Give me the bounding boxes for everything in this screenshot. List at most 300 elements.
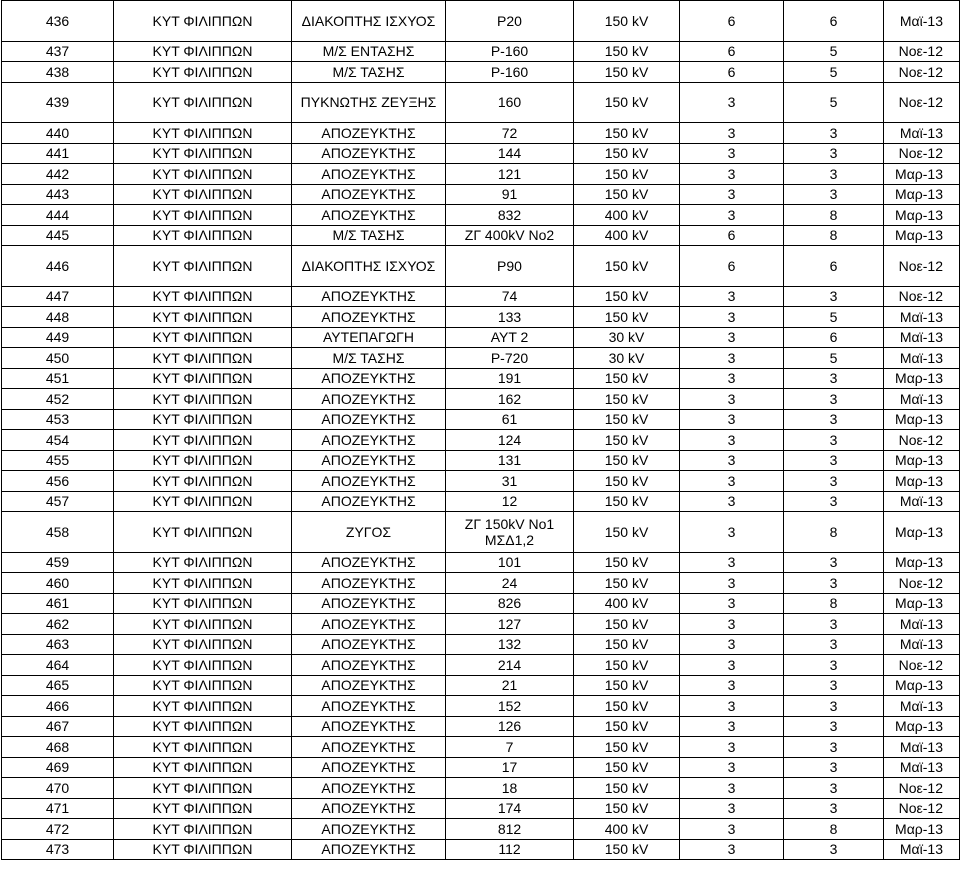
equipment-type-cell: ΑΠΟΖΕΥΚΤΗΣ	[292, 164, 446, 185]
equipment-id-cell: 160	[446, 82, 574, 123]
substation-cell: ΚΥΤ ΦΙΛΙΠΠΩΝ	[114, 368, 292, 389]
substation-cell: ΚΥΤ ΦΙΛΙΠΠΩΝ	[114, 696, 292, 717]
voltage-cell: 400 kV	[574, 205, 680, 226]
substation-cell: ΚΥΤ ΦΙΛΙΠΠΩΝ	[114, 41, 292, 62]
voltage-cell: 150 kV	[574, 286, 680, 307]
value-a-cell: 6	[680, 62, 784, 83]
table-row	[2, 246, 960, 287]
voltage-cell: 150 kV	[574, 164, 680, 185]
value-b-cell: 3	[784, 573, 884, 594]
voltage-cell: 150 kV	[574, 696, 680, 717]
equipment-type-cell: ΑΠΟΖΕΥΚΤΗΣ	[292, 757, 446, 778]
value-a-cell: 3	[680, 184, 784, 205]
equipment-type-cell: ΖΥΓΟΣ	[292, 512, 446, 553]
equipment-type-cell: ΑΠΟΖΕΥΚΤΗΣ	[292, 491, 446, 512]
substation-cell: ΚΥΤ ΦΙΛΙΠΠΩΝ	[114, 614, 292, 635]
value-b-cell: 8	[784, 593, 884, 614]
equipment-type-cell: ΠΥΚΝΩΤΗΣ ΖΕΥΞΗΣ	[292, 82, 446, 123]
equipment-id-cell: P20	[446, 1, 574, 42]
value-b-cell: 3	[784, 164, 884, 185]
value-b-cell: 3	[784, 184, 884, 205]
table-row	[2, 409, 960, 430]
table-body	[2, 1, 960, 860]
equipment-type-cell: ΑΠΟΖΕΥΚΤΗΣ	[292, 471, 446, 492]
substation-cell: ΚΥΤ ΦΙΛΙΠΠΩΝ	[114, 143, 292, 164]
row-number-cell: 442	[2, 164, 114, 185]
value-a-cell: 3	[680, 164, 784, 185]
date-cell: Μαϊ-13	[884, 327, 960, 348]
equipment-type-cell: ΔΙΑΚΟΠΤΗΣ ΙΣΧΥΟΣ	[292, 246, 446, 287]
value-a-cell: 3	[680, 205, 784, 226]
equipment-id-cell: 162	[446, 389, 574, 410]
voltage-cell: 150 kV	[574, 409, 680, 430]
equipment-type-cell: ΑΠΟΖΕΥΚΤΗΣ	[292, 430, 446, 451]
equipment-id-cell: 131	[446, 450, 574, 471]
equipment-id-cell: 72	[446, 123, 574, 144]
equipment-id-cell: 112	[446, 839, 574, 860]
date-cell: Μαϊ-13	[884, 348, 960, 369]
value-b-cell: 3	[784, 409, 884, 430]
voltage-cell: 150 kV	[574, 491, 680, 512]
substation-cell: ΚΥΤ ΦΙΛΙΠΠΩΝ	[114, 512, 292, 553]
row-number-cell: 458	[2, 512, 114, 553]
value-a-cell: 3	[680, 307, 784, 328]
value-a-cell: 3	[680, 839, 784, 860]
date-cell: Μαρ-13	[884, 552, 960, 573]
date-cell: Νοε-12	[884, 143, 960, 164]
equipment-type-cell: ΑΠΟΖΕΥΚΤΗΣ	[292, 655, 446, 676]
row-number-cell: 466	[2, 696, 114, 717]
value-b-cell: 3	[784, 450, 884, 471]
equipment-type-cell: ΑΠΟΖΕΥΚΤΗΣ	[292, 368, 446, 389]
date-cell: Μαϊ-13	[884, 307, 960, 328]
voltage-cell: 150 kV	[574, 655, 680, 676]
value-b-cell: 5	[784, 82, 884, 123]
equipment-type-cell: ΑΠΟΖΕΥΚΤΗΣ	[292, 573, 446, 594]
voltage-cell: 150 kV	[574, 62, 680, 83]
row-number-cell: 441	[2, 143, 114, 164]
value-a-cell: 3	[680, 716, 784, 737]
equipment-type-cell: ΑΠΟΖΕΥΚΤΗΣ	[292, 123, 446, 144]
value-a-cell: 3	[680, 368, 784, 389]
date-cell: Μαρ-13	[884, 205, 960, 226]
value-a-cell: 3	[680, 348, 784, 369]
voltage-cell: 400 kV	[574, 593, 680, 614]
equipment-id-cell: 826	[446, 593, 574, 614]
value-b-cell: 3	[784, 737, 884, 758]
table-row	[2, 123, 960, 144]
table-row	[2, 62, 960, 83]
voltage-cell: 150 kV	[574, 634, 680, 655]
voltage-cell: 400 kV	[574, 225, 680, 246]
row-number-cell: 471	[2, 798, 114, 819]
value-a-cell: 3	[680, 675, 784, 696]
substation-cell: ΚΥΤ ΦΙΛΙΠΠΩΝ	[114, 573, 292, 594]
equipment-id-cell: 17	[446, 757, 574, 778]
equipment-type-cell: ΑΠΟΖΕΥΚΤΗΣ	[292, 839, 446, 860]
value-a-cell: 3	[680, 798, 784, 819]
table-row	[2, 205, 960, 226]
date-cell: Μαϊ-13	[884, 757, 960, 778]
value-b-cell: 8	[784, 819, 884, 840]
equipment-id-cell: 24	[446, 573, 574, 594]
value-a-cell: 3	[680, 491, 784, 512]
substation-cell: ΚΥΤ ΦΙΛΙΠΠΩΝ	[114, 737, 292, 758]
voltage-cell: 150 kV	[574, 716, 680, 737]
value-b-cell: 3	[784, 696, 884, 717]
date-cell: Μαρ-13	[884, 368, 960, 389]
substation-cell: ΚΥΤ ΦΙΛΙΠΠΩΝ	[114, 82, 292, 123]
table-row	[2, 184, 960, 205]
substation-cell: ΚΥΤ ΦΙΛΙΠΠΩΝ	[114, 593, 292, 614]
row-number-cell: 445	[2, 225, 114, 246]
date-cell: Νοε-12	[884, 62, 960, 83]
voltage-cell: 30 kV	[574, 348, 680, 369]
substation-cell: ΚΥΤ ΦΙΛΙΠΠΩΝ	[114, 205, 292, 226]
table-row	[2, 430, 960, 451]
date-cell: Μαϊ-13	[884, 839, 960, 860]
equipment-type-cell: Μ/Σ ΕΝΤΑΣΗΣ	[292, 41, 446, 62]
table-row	[2, 593, 960, 614]
substation-cell: ΚΥΤ ΦΙΛΙΠΠΩΝ	[114, 286, 292, 307]
table-row	[2, 757, 960, 778]
value-a-cell: 3	[680, 634, 784, 655]
value-b-cell: 3	[784, 368, 884, 389]
equipment-id-cell: 31	[446, 471, 574, 492]
value-a-cell: 3	[680, 286, 784, 307]
value-a-cell: 3	[680, 757, 784, 778]
equipment-id-cell: 101	[446, 552, 574, 573]
row-number-cell: 463	[2, 634, 114, 655]
value-a-cell: 3	[680, 450, 784, 471]
equipment-type-cell: ΑΠΟΖΕΥΚΤΗΣ	[292, 696, 446, 717]
date-cell: Μαρ-13	[884, 450, 960, 471]
value-a-cell: 3	[680, 573, 784, 594]
table-row	[2, 225, 960, 246]
voltage-cell: 150 kV	[574, 143, 680, 164]
equipment-type-cell: ΑΠΟΖΕΥΚΤΗΣ	[292, 737, 446, 758]
value-a-cell: 3	[680, 696, 784, 717]
equipment-type-cell: ΑΠΟΖΕΥΚΤΗΣ	[292, 593, 446, 614]
row-number-cell: 436	[2, 1, 114, 42]
value-b-cell: 3	[784, 778, 884, 799]
date-cell: Μαϊ-13	[884, 696, 960, 717]
voltage-cell: 150 kV	[574, 123, 680, 144]
table-row	[2, 389, 960, 410]
equipment-id-cell: 812	[446, 819, 574, 840]
value-a-cell: 3	[680, 819, 784, 840]
date-cell: Νοε-12	[884, 430, 960, 451]
date-cell: Μαρ-13	[884, 819, 960, 840]
value-b-cell: 3	[784, 471, 884, 492]
value-b-cell: 3	[784, 757, 884, 778]
equipment-id-cell: 121	[446, 164, 574, 185]
row-number-cell: 467	[2, 716, 114, 737]
row-number-cell: 440	[2, 123, 114, 144]
table-row	[2, 450, 960, 471]
table-row	[2, 819, 960, 840]
row-number-cell: 472	[2, 819, 114, 840]
value-b-cell: 6	[784, 327, 884, 348]
voltage-cell: 150 kV	[574, 307, 680, 328]
value-a-cell: 6	[680, 225, 784, 246]
row-number-cell: 465	[2, 675, 114, 696]
equipment-id-cell: P-160	[446, 41, 574, 62]
voltage-cell: 150 kV	[574, 614, 680, 635]
equipment-type-cell: ΑΠΟΖΕΥΚΤΗΣ	[292, 143, 446, 164]
value-a-cell: 3	[680, 614, 784, 635]
row-number-cell: 470	[2, 778, 114, 799]
table-row	[2, 512, 960, 553]
value-b-cell: 3	[784, 123, 884, 144]
equipment-id-cell: 7	[446, 737, 574, 758]
substation-cell: ΚΥΤ ΦΙΛΙΠΠΩΝ	[114, 675, 292, 696]
row-number-cell: 461	[2, 593, 114, 614]
table-row	[2, 348, 960, 369]
table-row	[2, 655, 960, 676]
value-a-cell: 3	[680, 778, 784, 799]
substation-cell: ΚΥΤ ΦΙΛΙΠΠΩΝ	[114, 123, 292, 144]
row-number-cell: 439	[2, 82, 114, 123]
value-a-cell: 3	[680, 327, 784, 348]
date-cell: Μαρ-13	[884, 512, 960, 553]
row-number-cell: 473	[2, 839, 114, 860]
equipment-type-cell: ΑΠΟΖΕΥΚΤΗΣ	[292, 634, 446, 655]
row-number-cell: 464	[2, 655, 114, 676]
substation-cell: ΚΥΤ ΦΙΛΙΠΠΩΝ	[114, 757, 292, 778]
date-cell: Μαρ-13	[884, 184, 960, 205]
date-cell: Μαρ-13	[884, 675, 960, 696]
value-b-cell: 5	[784, 307, 884, 328]
value-b-cell: 5	[784, 348, 884, 369]
equipment-type-cell: ΑΠΟΖΕΥΚΤΗΣ	[292, 778, 446, 799]
table-row	[2, 716, 960, 737]
equipment-id-cell: 133	[446, 307, 574, 328]
substation-cell: ΚΥΤ ΦΙΛΙΠΠΩΝ	[114, 246, 292, 287]
row-number-cell: 453	[2, 409, 114, 430]
substation-cell: ΚΥΤ ΦΙΛΙΠΠΩΝ	[114, 491, 292, 512]
date-cell: Μαρ-13	[884, 164, 960, 185]
row-number-cell: 451	[2, 368, 114, 389]
value-a-cell: 3	[680, 512, 784, 553]
equipment-type-cell: ΑΠΟΖΕΥΚΤΗΣ	[292, 205, 446, 226]
equipment-id-cell: 191	[446, 368, 574, 389]
table-row	[2, 552, 960, 573]
equipment-type-cell: ΑΠΟΖΕΥΚΤΗΣ	[292, 552, 446, 573]
row-number-cell: 446	[2, 246, 114, 287]
voltage-cell: 150 kV	[574, 41, 680, 62]
equipment-type-cell: Μ/Σ ΤΑΣΗΣ	[292, 348, 446, 369]
value-a-cell: 3	[680, 471, 784, 492]
row-number-cell: 459	[2, 552, 114, 573]
equipment-id-cell: 18	[446, 778, 574, 799]
table-row	[2, 143, 960, 164]
date-cell: Νοε-12	[884, 798, 960, 819]
row-number-cell: 468	[2, 737, 114, 758]
table-row	[2, 634, 960, 655]
voltage-cell: 150 kV	[574, 246, 680, 287]
value-b-cell: 3	[784, 614, 884, 635]
row-number-cell: 455	[2, 450, 114, 471]
equipment-type-cell: ΑΠΟΖΕΥΚΤΗΣ	[292, 675, 446, 696]
voltage-cell: 150 kV	[574, 778, 680, 799]
substation-cell: ΚΥΤ ΦΙΛΙΠΠΩΝ	[114, 778, 292, 799]
table-row	[2, 307, 960, 328]
voltage-cell: 150 kV	[574, 368, 680, 389]
equipment-type-cell: ΑΠΟΖΕΥΚΤΗΣ	[292, 184, 446, 205]
value-b-cell: 3	[784, 675, 884, 696]
date-cell: Νοε-12	[884, 573, 960, 594]
table-row	[2, 798, 960, 819]
value-b-cell: 3	[784, 430, 884, 451]
date-cell: Νοε-12	[884, 778, 960, 799]
substation-cell: ΚΥΤ ΦΙΛΙΠΠΩΝ	[114, 839, 292, 860]
equipment-type-cell: ΑΠΟΖΕΥΚΤΗΣ	[292, 286, 446, 307]
table-row	[2, 471, 960, 492]
value-a-cell: 3	[680, 409, 784, 430]
value-a-cell: 3	[680, 655, 784, 676]
table-row	[2, 286, 960, 307]
value-b-cell: 6	[784, 246, 884, 287]
value-b-cell: 5	[784, 41, 884, 62]
equipment-type-cell: ΑΥΤΕΠΑΓΩΓΗ	[292, 327, 446, 348]
table-row	[2, 737, 960, 758]
value-b-cell: 5	[784, 62, 884, 83]
table-row	[2, 696, 960, 717]
date-cell: Μαϊ-13	[884, 389, 960, 410]
date-cell: Μαϊ-13	[884, 491, 960, 512]
substation-cell: ΚΥΤ ΦΙΛΙΠΠΩΝ	[114, 409, 292, 430]
substation-cell: ΚΥΤ ΦΙΛΙΠΠΩΝ	[114, 307, 292, 328]
table-row	[2, 368, 960, 389]
date-cell: Μαρ-13	[884, 716, 960, 737]
equipment-id-cell: P90	[446, 246, 574, 287]
equipment-id-cell: P-160	[446, 62, 574, 83]
substation-cell: ΚΥΤ ΦΙΛΙΠΠΩΝ	[114, 348, 292, 369]
voltage-cell: 150 kV	[574, 552, 680, 573]
date-cell: Μαϊ-13	[884, 614, 960, 635]
date-cell: Νοε-12	[884, 41, 960, 62]
value-b-cell: 3	[784, 798, 884, 819]
voltage-cell: 150 kV	[574, 430, 680, 451]
date-cell: Μαρ-13	[884, 225, 960, 246]
voltage-cell: 150 kV	[574, 675, 680, 696]
value-a-cell: 3	[680, 593, 784, 614]
value-a-cell: 3	[680, 737, 784, 758]
equipment-type-cell: ΑΠΟΖΕΥΚΤΗΣ	[292, 798, 446, 819]
substation-cell: ΚΥΤ ΦΙΛΙΠΠΩΝ	[114, 389, 292, 410]
date-cell: Νοε-12	[884, 82, 960, 123]
substation-cell: ΚΥΤ ΦΙΛΙΠΠΩΝ	[114, 62, 292, 83]
table-row	[2, 491, 960, 512]
date-cell: Νοε-12	[884, 655, 960, 676]
date-cell: Νοε-12	[884, 246, 960, 287]
equipment-type-cell: ΑΠΟΖΕΥΚΤΗΣ	[292, 614, 446, 635]
equipment-type-cell: ΑΠΟΖΕΥΚΤΗΣ	[292, 389, 446, 410]
date-cell: Μαρ-13	[884, 593, 960, 614]
equipment-id-cell: 61	[446, 409, 574, 430]
value-a-cell: 3	[680, 389, 784, 410]
equipment-id-cell: 132	[446, 634, 574, 655]
value-a-cell: 6	[680, 1, 784, 42]
table-row	[2, 1, 960, 42]
equipment-id-cell: ΖΓ 400kV Νο2	[446, 225, 574, 246]
table-row	[2, 82, 960, 123]
value-b-cell: 8	[784, 512, 884, 553]
voltage-cell: 150 kV	[574, 573, 680, 594]
value-b-cell: 3	[784, 143, 884, 164]
equipment-id-cell: 126	[446, 716, 574, 737]
substation-cell: ΚΥΤ ΦΙΛΙΠΠΩΝ	[114, 1, 292, 42]
substation-cell: ΚΥΤ ΦΙΛΙΠΠΩΝ	[114, 327, 292, 348]
voltage-cell: 30 kV	[574, 327, 680, 348]
row-number-cell: 444	[2, 205, 114, 226]
value-b-cell: 8	[784, 225, 884, 246]
substation-cell: ΚΥΤ ΦΙΛΙΠΠΩΝ	[114, 430, 292, 451]
equipment-id-cell: 152	[446, 696, 574, 717]
row-number-cell: 449	[2, 327, 114, 348]
voltage-cell: 150 kV	[574, 82, 680, 123]
substation-cell: ΚΥΤ ΦΙΛΙΠΠΩΝ	[114, 798, 292, 819]
table-row	[2, 573, 960, 594]
voltage-cell: 400 kV	[574, 819, 680, 840]
substation-cell: ΚΥΤ ΦΙΛΙΠΠΩΝ	[114, 552, 292, 573]
date-cell: Μαϊ-13	[884, 737, 960, 758]
equipment-id-cell: 74	[446, 286, 574, 307]
row-number-cell: 443	[2, 184, 114, 205]
row-number-cell: 450	[2, 348, 114, 369]
equipment-type-cell: ΑΠΟΖΕΥΚΤΗΣ	[292, 409, 446, 430]
substation-cell: ΚΥΤ ΦΙΛΙΠΠΩΝ	[114, 471, 292, 492]
voltage-cell: 150 kV	[574, 1, 680, 42]
value-a-cell: 3	[680, 143, 784, 164]
table-row	[2, 614, 960, 635]
equipment-id-cell: 174	[446, 798, 574, 819]
value-a-cell: 3	[680, 82, 784, 123]
date-cell: Μαϊ-13	[884, 123, 960, 144]
voltage-cell: 150 kV	[574, 798, 680, 819]
table-row	[2, 675, 960, 696]
substation-cell: ΚΥΤ ΦΙΛΙΠΠΩΝ	[114, 450, 292, 471]
voltage-cell: 150 kV	[574, 512, 680, 553]
value-b-cell: 8	[784, 205, 884, 226]
row-number-cell: 452	[2, 389, 114, 410]
equipment-type-cell: ΑΠΟΖΕΥΚΤΗΣ	[292, 307, 446, 328]
value-b-cell: 3	[784, 839, 884, 860]
table-row	[2, 164, 960, 185]
equipment-id-cell: 124	[446, 430, 574, 451]
table-row	[2, 778, 960, 799]
equipment-id-cell: 832	[446, 205, 574, 226]
row-number-cell: 454	[2, 430, 114, 451]
equipment-id-cell: 12	[446, 491, 574, 512]
row-number-cell: 447	[2, 286, 114, 307]
date-cell: Μαϊ-13	[884, 1, 960, 42]
equipment-id-cell: 214	[446, 655, 574, 676]
voltage-cell: 150 kV	[574, 737, 680, 758]
voltage-cell: 150 kV	[574, 757, 680, 778]
equipment-type-cell: ΔΙΑΚΟΠΤΗΣ ΙΣΧΥΟΣ	[292, 1, 446, 42]
voltage-cell: 150 kV	[574, 389, 680, 410]
equipment-table	[1, 0, 960, 860]
row-number-cell: 462	[2, 614, 114, 635]
equipment-type-cell: Μ/Σ ΤΑΣΗΣ	[292, 225, 446, 246]
substation-cell: ΚΥΤ ΦΙΛΙΠΠΩΝ	[114, 225, 292, 246]
equipment-type-cell: Μ/Σ ΤΑΣΗΣ	[292, 62, 446, 83]
value-b-cell: 3	[784, 389, 884, 410]
voltage-cell: 150 kV	[574, 450, 680, 471]
value-b-cell: 3	[784, 286, 884, 307]
